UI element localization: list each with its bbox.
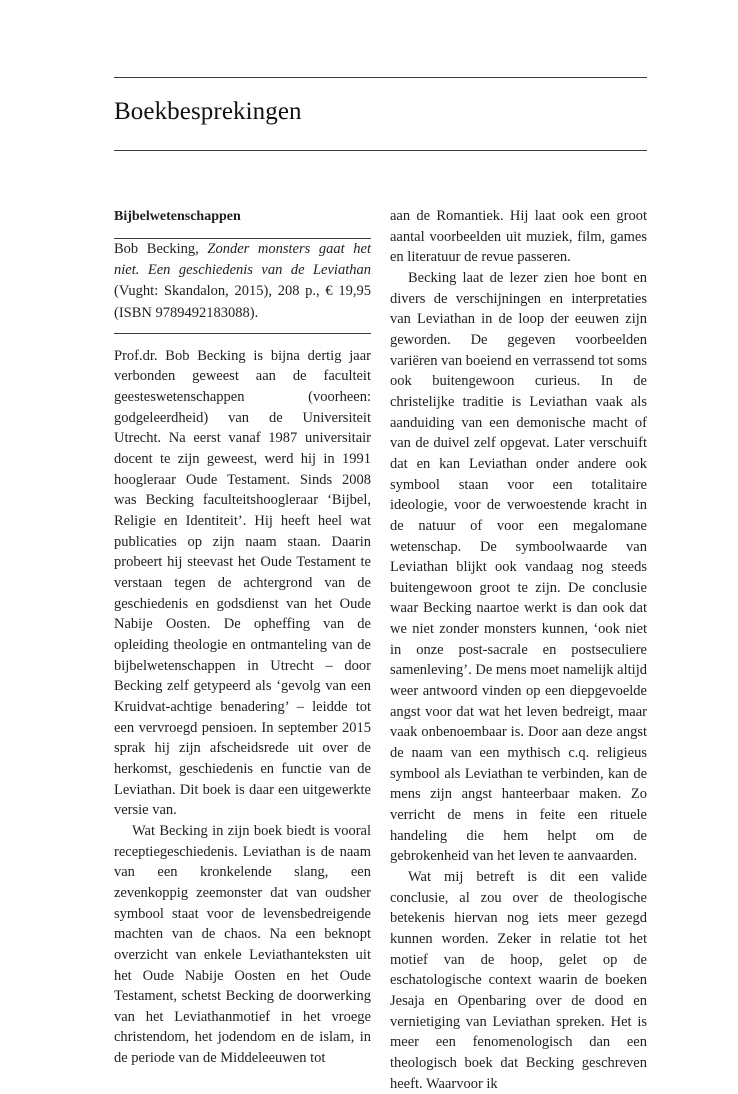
page-title: Boekbesprekingen (114, 98, 302, 125)
reference-details: (Vught: Skandalon, 2015), 208 p., € 19,95 (ISBN 9789492183088). (114, 283, 371, 321)
reference-title: Zonder monsters gaat het niet. Een geschiedenis van de Leviathan (114, 241, 371, 279)
reference-rule (114, 333, 371, 334)
reference-author: Bob Becking, (114, 241, 199, 257)
right-column (390, 206, 647, 1094)
left-column (114, 206, 371, 1069)
body-paragraph: aan de Romantiek. Hij laat ook een groot aantal voorbeelden uit muziek, film, games en literatuur de revue passeren. (390, 208, 647, 266)
header-rule-top (114, 77, 647, 78)
body-paragraph: Becking laat de lezer zien hoe bont en divers de verschijningen en interpretaties van Leviathan in de loop der eeuwen zijn geworden. De gegeven voorbeelden variëren van boeiend en verrassend tot soms ook buitengewoon curieus. In de christelijke traditie is Leviathan vaak als aanduiding van een demonische macht of van de duivel zelf opgevat. Later verschuift dat en kan Leviathan onder andere ook symbool staan voor een totalitaire ideologie, voor de verwoestende kracht in de natuur of voor een megalomane wetenschap. De symboolwaarde van Leviathan blijkt ook vandaag nog steeds buitengewoon groot te zijn. De conclusie waar Becking naartoe werkt is dan ook dat we niet zonder monsters kunnen, ‘ook niet in onze post-sacrale en postseculiere samenleving’. De mens moet namelijk altijd weer antwoord vinden op een diepgevoelde angst voor dat wat het leven bedreigt, maar vaak onbenoembaar is. Door aan deze angst de naam van een mythisch c.q. religieus symbool als Leviathan te verbinden, kan de mens zijn angst hanteerbaar maken. Zo verricht de mens in feite een rituele handeling die hem helpt om de gebrokenheid van het leven te aanvaarden. (390, 269, 647, 865)
body-paragraph: Prof.dr. Bob Becking is bijna dertig jaar verbonden geweest aan de faculteit geesteswetenschappen (voorheen: godgeleerdheid) van de Universiteit Utrecht. Na eerst vanaf 1987 universitair docent te zijn geweest, werd hij in 1991 hoogleraar Oude Testament. Sinds 2008 was Becking faculteitshoogleraar ‘Bijbel, Religie en Identiteit’. Hij heeft heel wat publicaties op zijn naam staan. Daarin probeert hij steevast het Oude Testament te verstaan tegen de achtergrond van de geschiedenis en godsdienst van het Oude Nabije Oosten. De opheffing van de opleiding theologie en ontmanteling van de bijbelwetenschappen in Utrecht – door Becking zelf getypeerd als ‘gevolg van een Kruidvat-achtige benadering’ – leidde tot een vervroegd pensioen. In september 2015 sprak hij zijn afscheidsrede uit over de herkomst, geschiedenis en functie van de Leviathan. Dit boek is daar een uitgewerkte versie van. (114, 347, 371, 819)
book-reference (114, 239, 371, 324)
body-paragraph: Wat Becking in zijn boek biedt is vooral receptiegeschiedenis. Leviathan is de naam van een kronkelende slang, een zevenkoppig zeemonster dat van oudsher symbool staat voor de levensbedreigende machten van de chaos. Na een beknopt overzicht van enkele Leviathanteksten uit het Oude Nabije Oosten en het Oude Testament, schetst Becking de doorwerking van het Leviathanmotief in het vroege christendom, het jodendom en de islam, in de periode van de Middeleeuwen tot (114, 822, 371, 1067)
section-heading: Bijbelwetenschappen (114, 209, 241, 224)
header-rule-bottom (114, 150, 647, 151)
body-paragraph: Wat mij betreft is dit een valide conclusie, al zou over de theologische betekenis hiervan nog iets meer gezegd kunnen worden. Zeker in relatie tot het motief van de hoop, gelet op de eschatologische context waarin de boeken Jesaja en Openbaring over de dood en vernietiging van Leviathan spreken. Het is meer een fenomenologisch dan een theologisch boek dat Becking geschreven heeft. Waarvoor ik (390, 869, 647, 1092)
